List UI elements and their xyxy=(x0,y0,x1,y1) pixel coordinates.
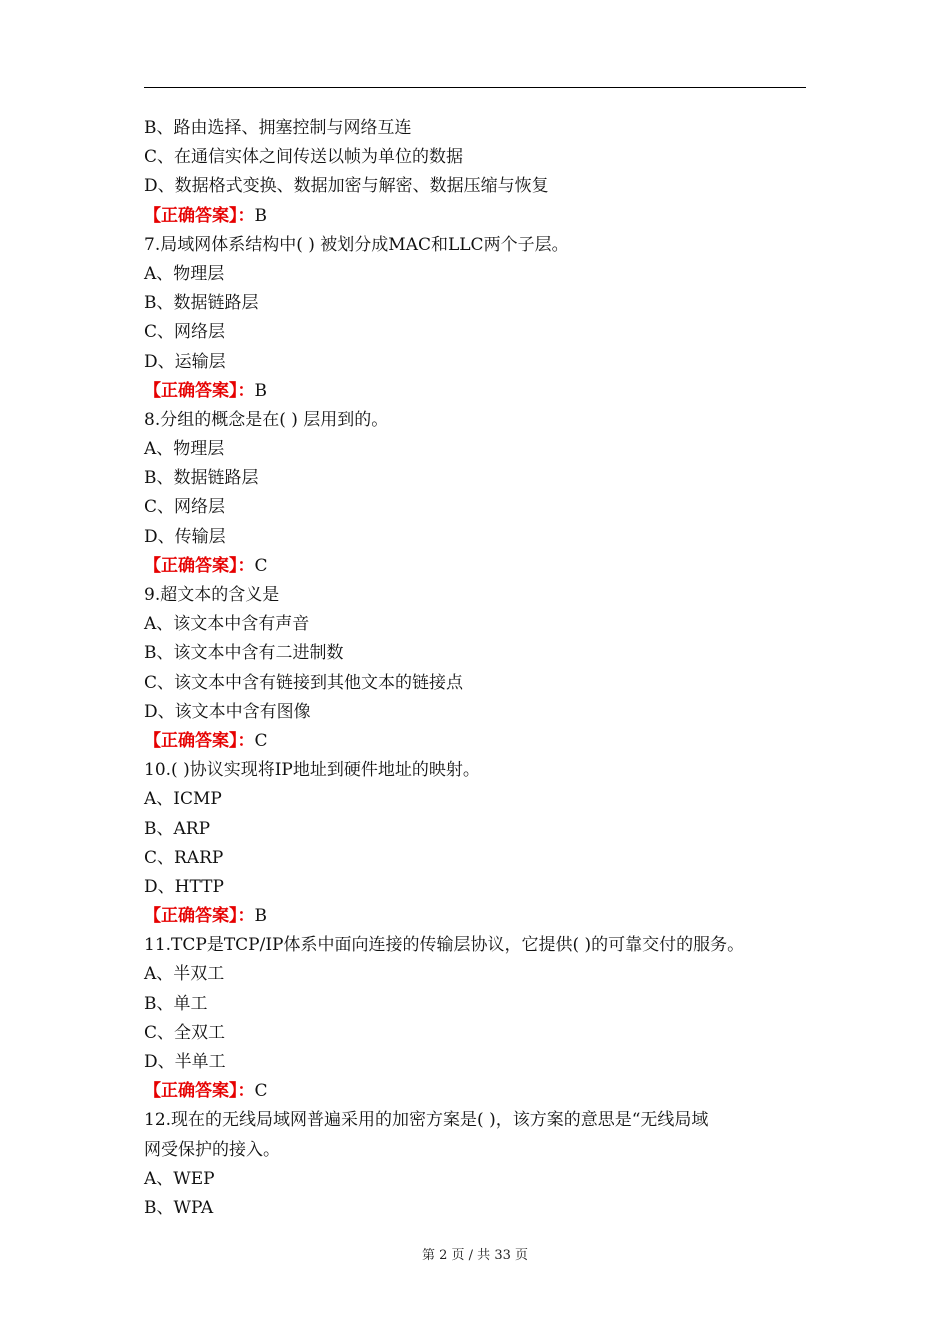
question-text: 11.TCP是TCP/IP体系中面向连接的传输层协议，它提供( )的可靠交付的服务。 xyxy=(144,935,745,956)
option-text: B、路由选择、拥塞控制与网络互连 xyxy=(144,118,412,138)
option-text: B、该文本中含有二进制数 xyxy=(144,643,344,664)
option-text: B、数据链路层 xyxy=(144,468,259,489)
option-text: B、ARP xyxy=(144,818,211,839)
answer-label: 【正确答案】： xyxy=(144,1081,255,1102)
option-text: C、在通信实体之间传送以帧为单位的数据 xyxy=(144,147,464,168)
option-text: D、数据格式变换、数据加密与解密、数据压缩与恢复 xyxy=(144,176,549,197)
answer-value: B xyxy=(254,380,267,401)
option-text: C、网络层 xyxy=(144,497,226,518)
option-text: A、ICMP xyxy=(144,789,222,810)
question-text: 网受保护的接入。 xyxy=(144,1139,280,1160)
option-text: C、网络层 xyxy=(144,322,226,343)
option-text: C、RARP xyxy=(144,847,224,868)
question-text: 9.超文本的含义是 xyxy=(144,585,280,605)
answer-label: 【正确答案】： xyxy=(144,730,255,751)
header-rule xyxy=(144,87,806,88)
option-text: B、WPA xyxy=(144,1197,214,1218)
correct-answer xyxy=(144,377,812,406)
option-text: C、该文本中含有链接到其他文本的链接点 xyxy=(144,672,464,693)
option-text: D、半单工 xyxy=(144,1052,226,1072)
correct-answer xyxy=(144,727,812,756)
answer-value: C xyxy=(254,1081,268,1102)
option-text: A、物理层 xyxy=(144,439,225,460)
option-text: B、单工 xyxy=(144,993,208,1014)
option-text: D、运输层 xyxy=(144,351,226,372)
option-text: D、HTTP xyxy=(144,876,224,897)
answer-label: 【正确答案】： xyxy=(144,205,255,226)
option-text: A、该文本中含有声音 xyxy=(144,614,310,635)
option-text: A、物理层 xyxy=(144,263,225,284)
correct-answer xyxy=(144,1077,812,1106)
option-text: A、WEP xyxy=(144,1168,215,1189)
correct-answer xyxy=(144,902,812,931)
answer-value: B xyxy=(254,205,267,226)
answer-label: 【正确答案】： xyxy=(144,380,255,401)
option-text: B、数据链路层 xyxy=(144,293,259,314)
answer-label: 【正确答案】： xyxy=(144,906,255,927)
question-text: 10.( )协议实现将IP地址到硬件地址的映射。 xyxy=(144,760,480,781)
answer-label: 【正确答案】： xyxy=(144,555,255,576)
answer-value: C xyxy=(254,555,268,576)
option-text: D、该文本中含有图像 xyxy=(144,701,311,722)
correct-answer xyxy=(144,552,812,581)
answer-value: C xyxy=(254,730,268,751)
option-text: D、传输层 xyxy=(144,526,226,547)
correct-answer xyxy=(144,202,812,231)
answer-value: B xyxy=(254,906,267,927)
question-text: 7.局域网体系结构中( ) 被划分成MAC和LLC两个子层。 xyxy=(144,234,569,255)
option-text: A、半双工 xyxy=(144,964,225,985)
option-text: C、全双工 xyxy=(144,1022,226,1043)
question-text: 8.分组的概念是在( ) 层用到的。 xyxy=(144,409,389,430)
page-footer: 第 2 页 / 共 33 页 xyxy=(422,1248,528,1263)
document-body xyxy=(144,114,812,1223)
question-text: 12.现在的无线局域网普遍采用的加密方案是( )，该方案的意思是“无线局域 xyxy=(144,1110,709,1131)
